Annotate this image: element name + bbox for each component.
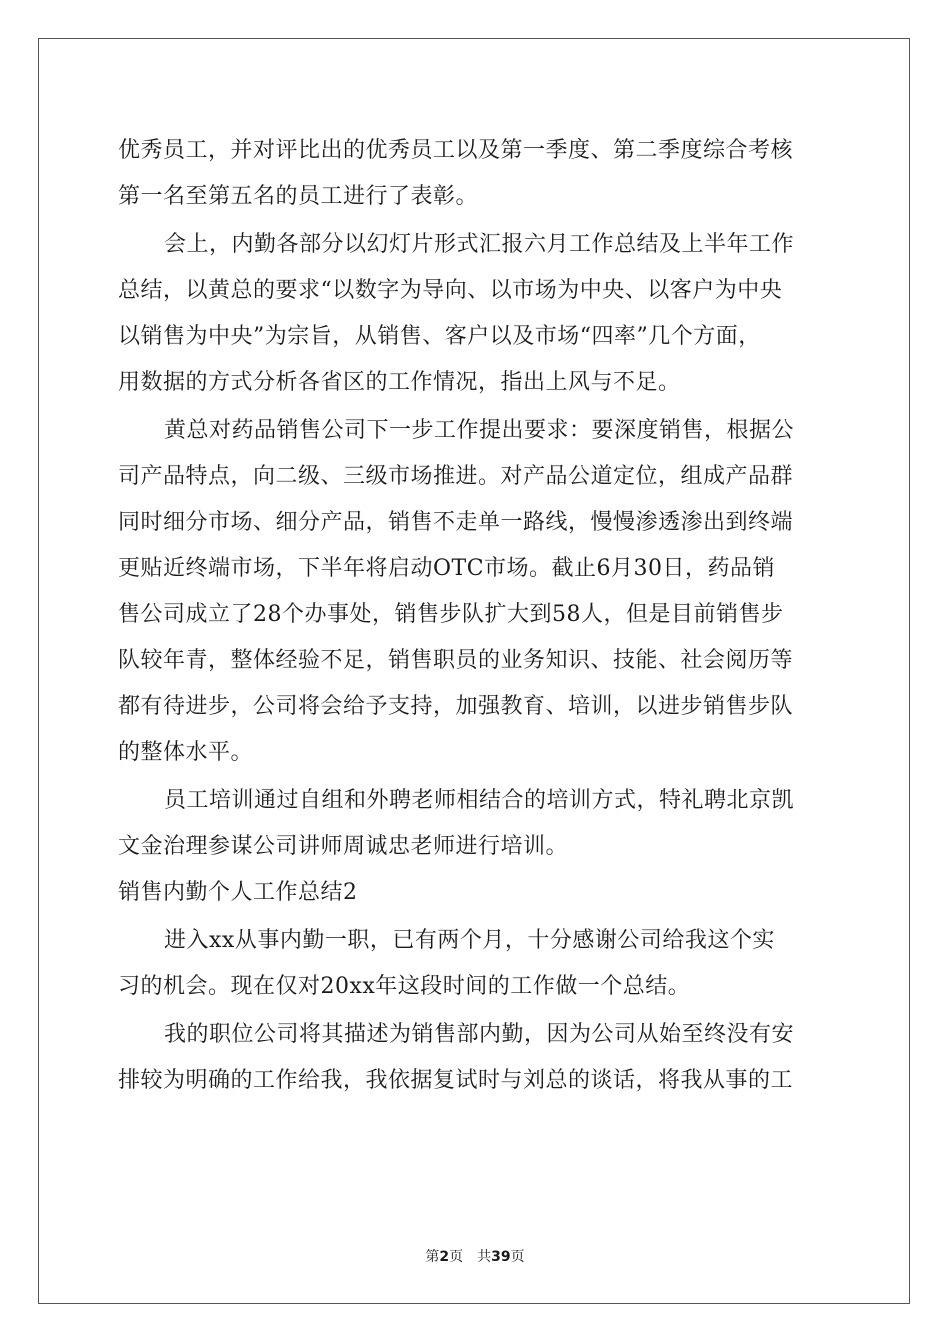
text-line: 用数据的方式分析各省区的工作情况，指出上风与不足。 — [118, 370, 681, 395]
text-line: 同时细分市场、细分产品，销售不走单一路线，慢慢渗透渗出到终端 — [118, 510, 794, 535]
paragraph-start: 会上，内勤各部分以幻灯片形式汇报六月工作总结及上半年工作 — [164, 232, 795, 257]
text-line: 第一名至第五名的员工进行了表彰。 — [118, 184, 479, 209]
text-line: 总结，以黄总的要求“以数字为导向、以市场为中央、以客户为中央 — [118, 278, 783, 303]
text-line: 司产品特点，向二级、三级市场推进。对产品公道定位，组成产品群 — [118, 464, 794, 489]
paragraph-start: 员工培训通过自组和外聘老师相结合的培训方式，特礼聘北京凯 — [164, 788, 795, 813]
total-prefix: 共 — [477, 1249, 492, 1265]
page-number: 2 — [439, 1249, 450, 1265]
text-line: 排较为明确的工作给我，我依据复试时与刘总的谈话，将我从事的工 — [118, 1068, 794, 1093]
paragraph-start: 进入xx从事内勤一职，已有两个月，十分感谢公司给我这个实 — [164, 928, 775, 953]
page-footer — [0, 1246, 950, 1266]
text-line: 都有待进步，公司将会给予支持，加强教育、培训，以进步销售步队 — [118, 694, 794, 719]
page-prefix: 第 — [425, 1249, 440, 1265]
paragraph-start: 黄总对药品销售公司下一步工作提出要求：要深度销售，根据公 — [164, 418, 795, 443]
paragraph-start: 我的职位公司将其描述为销售部内勤，因为公司从始至终没有安 — [164, 1022, 795, 1047]
text-line: 优秀员工，并对评比出的优秀员工以及第一季度、第二季度综合考核 — [118, 138, 794, 163]
total-suffix: 页 — [510, 1249, 525, 1265]
text-line: 习的机会。现在仅对20xx年这段时间的工作做一个总结。 — [118, 974, 691, 999]
text-line: 以销售为中央”为宗旨，从销售、客户以及市场“四率”几个方面， — [118, 324, 761, 349]
section-heading: 销售内勤个人工作总结2 — [118, 880, 358, 905]
document-body — [118, 128, 838, 1104]
text-line: 售公司成立了28个办事处，销售步队扩大到58人，但是目前销售步 — [118, 602, 784, 627]
text-line: 更贴近终端市场，下半年将启动OTC市场。截止6月30日，药品销 — [118, 556, 776, 581]
page-suffix: 页 — [449, 1249, 464, 1265]
text-line: 文金治理参谋公司讲师周诚忠老师进行培训。 — [118, 834, 569, 859]
text-line: 的整体水平。 — [118, 740, 254, 765]
text-line: 队较年青，整体经验不足，销售职员的业务知识、技能、社会阅历等 — [118, 648, 794, 673]
total-pages: 39 — [491, 1249, 511, 1265]
